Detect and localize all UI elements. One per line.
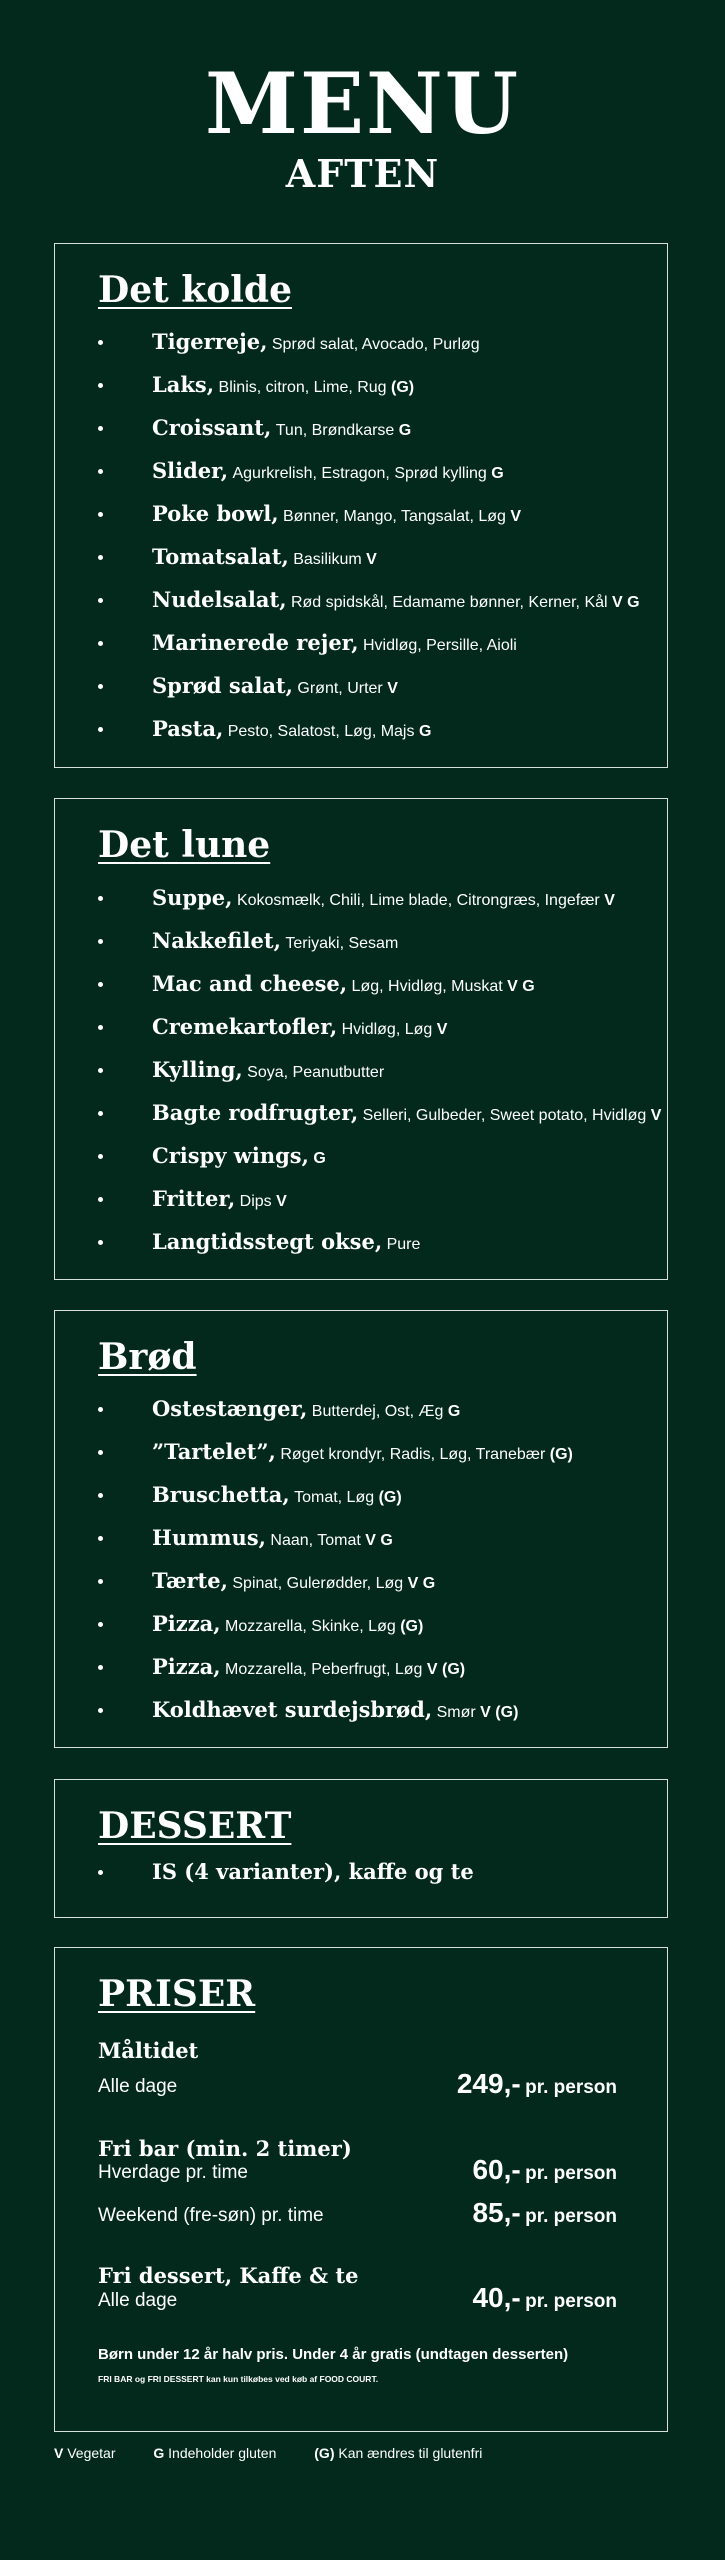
bullet-icon bbox=[98, 1536, 103, 1541]
menu-item-name: Croissant, bbox=[152, 415, 272, 440]
menu-item-description: Smør bbox=[436, 1704, 476, 1721]
menu-item-text bbox=[152, 673, 398, 698]
menu-item bbox=[55, 1430, 667, 1473]
menu-item-description: Kokosmælk, Chili, Lime blade, Citrongræs, Ingefær bbox=[236, 892, 600, 909]
dietary-tag: G bbox=[418, 723, 432, 740]
menu-item bbox=[55, 1048, 667, 1091]
price-unit: pr. person bbox=[525, 2077, 617, 2098]
item-list bbox=[55, 876, 667, 1263]
legend-item bbox=[54, 2445, 116, 2461]
menu-item-text bbox=[152, 1057, 384, 1082]
price-label: Alle dage bbox=[98, 2076, 178, 2097]
menu-item-description: Røget krondyr, Radis, Løg, Tranebær bbox=[280, 1446, 546, 1463]
menu-item-name: IS (4 varianter), kaffe og te bbox=[152, 1859, 474, 1884]
menu-item-name: Nakkefilet, bbox=[152, 928, 281, 953]
menu-item-description: Bønner, Mango, Tangsalat, Løg bbox=[282, 508, 506, 525]
menu-item bbox=[55, 664, 667, 707]
legend-key: V bbox=[54, 2445, 64, 2461]
menu-item bbox=[55, 1688, 667, 1731]
menu-item-name: Pizza, bbox=[152, 1654, 221, 1679]
dietary-tag: (G) bbox=[549, 1446, 573, 1463]
children-price-note: Børn under 12 år halv pris. Under 4 år gratis (undtagen desserten) bbox=[98, 2346, 569, 2363]
menu-item bbox=[55, 1645, 667, 1688]
bullet-icon bbox=[98, 1450, 103, 1455]
legend bbox=[54, 2445, 482, 2461]
menu-item-name: Hummus, bbox=[152, 1525, 266, 1550]
legend-text: Kan ændres til glutenfri bbox=[338, 2445, 483, 2461]
bullet-icon bbox=[98, 512, 103, 517]
legend-text: Vegetar bbox=[67, 2445, 116, 2461]
legend-item bbox=[314, 2445, 482, 2461]
menu-item-description: Selleri, Gulbeder, Sweet potato, Hvidløg bbox=[362, 1107, 647, 1124]
legend-key: (G) bbox=[314, 2445, 335, 2461]
menu-item bbox=[55, 1602, 667, 1645]
bullet-icon bbox=[98, 1493, 103, 1498]
price-value bbox=[472, 2197, 617, 2229]
menu-item-name: Pizza, bbox=[152, 1611, 221, 1636]
menu-item bbox=[55, 1387, 667, 1430]
price-group-title: Fri dessert, Kaffe & te bbox=[98, 2263, 359, 2288]
menu-item-description: Dips bbox=[239, 1193, 272, 1210]
menu-item-name: Bruschetta, bbox=[152, 1482, 290, 1507]
menu-item-text bbox=[152, 971, 535, 996]
section-det-lune bbox=[54, 798, 668, 1280]
bullet-icon bbox=[98, 1579, 103, 1584]
menu-item-name: Mac and cheese, bbox=[152, 971, 348, 996]
section-heading: Det kolde bbox=[98, 269, 292, 311]
price-row bbox=[98, 2070, 617, 2100]
menu-item-description: Rød spidskål, Edamame bønner, Kerner, Kål bbox=[290, 594, 608, 611]
dietary-tag: G bbox=[398, 422, 412, 439]
menu-item-text bbox=[152, 716, 431, 741]
menu-item-text bbox=[152, 1654, 465, 1679]
menu-item-text bbox=[152, 928, 398, 953]
menu-item bbox=[55, 406, 667, 449]
section-det-kolde bbox=[54, 243, 668, 768]
menu-item-name: Tigerreje, bbox=[152, 329, 268, 354]
bullet-icon bbox=[98, 1870, 103, 1875]
section-dessert bbox=[54, 1779, 668, 1918]
menu-item-text bbox=[152, 1568, 435, 1593]
dietary-tag: (G) bbox=[400, 1618, 424, 1635]
menu-item-text bbox=[152, 1396, 460, 1421]
section-heading: DESSERT bbox=[98, 1805, 292, 1847]
menu-item-text bbox=[152, 1697, 518, 1722]
menu-item-text bbox=[152, 1525, 393, 1550]
menu-item bbox=[55, 535, 667, 578]
dietary-tag: G bbox=[491, 465, 504, 482]
dietary-tag: V G bbox=[612, 594, 640, 611]
menu-item-text bbox=[152, 1014, 447, 1039]
dietary-tag: V (G) bbox=[480, 1704, 519, 1721]
dietary-tag: V bbox=[510, 508, 522, 525]
dietary-tag: V G bbox=[507, 978, 535, 995]
menu-item-description: Hvidløg, Persille, Aioli bbox=[363, 637, 517, 654]
item-list bbox=[55, 320, 667, 750]
menu-item bbox=[55, 919, 667, 962]
menu-item-name: Tomatsalat, bbox=[152, 544, 289, 569]
section-heading: Brød bbox=[98, 1336, 197, 1378]
menu-item-name: Sprød salat, bbox=[152, 673, 293, 698]
menu-item bbox=[55, 1559, 667, 1602]
price-unit: pr. person bbox=[525, 2206, 617, 2227]
menu-item bbox=[55, 1220, 667, 1263]
menu-item-name: Poke bowl, bbox=[152, 501, 279, 526]
price-label: Hverdage pr. time bbox=[98, 2162, 248, 2183]
menu-item bbox=[55, 1850, 667, 1893]
dietary-tag: G bbox=[447, 1403, 461, 1420]
menu-item-text bbox=[152, 544, 377, 569]
menu-item bbox=[55, 1473, 667, 1516]
bullet-icon bbox=[98, 1197, 103, 1202]
bullet-icon bbox=[98, 641, 103, 646]
menu-item-description: Basilikum bbox=[293, 551, 362, 568]
price-amount: 249,- bbox=[456, 2068, 521, 2099]
menu-item-description: Tomat, Løg bbox=[294, 1489, 375, 1506]
menu-title: MENU bbox=[204, 54, 521, 153]
menu-item-text bbox=[152, 1611, 423, 1636]
menu-item bbox=[55, 1177, 667, 1220]
menu-item-description: Pesto, Salatost, Løg, Majs bbox=[227, 723, 415, 740]
menu-item-description: Hvidløg, Løg bbox=[341, 1021, 433, 1038]
dietary-tag: (G) bbox=[378, 1489, 402, 1506]
menu-item bbox=[55, 1134, 667, 1177]
menu-item-name: Tærte, bbox=[152, 1568, 228, 1593]
section-brod bbox=[54, 1310, 668, 1748]
legend-item bbox=[153, 2445, 276, 2461]
menu-item-text bbox=[152, 630, 517, 655]
menu-item-name: Laks, bbox=[152, 372, 215, 397]
menu-item bbox=[55, 320, 667, 363]
menu-item-description: Agurkrelish, Estragon, Sprød kylling bbox=[232, 465, 487, 482]
bullet-icon bbox=[98, 426, 103, 431]
dietary-tag: V bbox=[276, 1193, 287, 1210]
dietary-tag: (G) bbox=[391, 379, 415, 396]
menu-item-name: ”Tartelet”, bbox=[152, 1439, 276, 1464]
menu-item-text bbox=[152, 415, 411, 440]
menu-item-name: Koldhævet surdejsbrød, bbox=[152, 1697, 433, 1722]
price-amount: 60,- bbox=[472, 2154, 521, 2185]
dietary-tag: V bbox=[436, 1021, 448, 1038]
bullet-icon bbox=[98, 896, 103, 901]
menu-item-text bbox=[152, 1439, 573, 1464]
dietary-tag: V bbox=[366, 551, 377, 568]
menu-item-description: Spinat, Gulerødder, Løg bbox=[232, 1575, 404, 1592]
menu-item bbox=[55, 1091, 667, 1134]
bullet-icon bbox=[98, 1154, 103, 1159]
menu-item-name: Crispy wings, bbox=[152, 1143, 309, 1168]
bullet-icon bbox=[98, 1665, 103, 1670]
bullet-icon bbox=[98, 598, 103, 603]
bullet-icon bbox=[98, 684, 103, 689]
menu-item-text bbox=[152, 1186, 287, 1211]
dietary-tag: V G bbox=[365, 1532, 393, 1549]
bullet-icon bbox=[98, 469, 103, 474]
menu-item bbox=[55, 876, 667, 919]
dietary-tag: V (G) bbox=[426, 1661, 466, 1678]
menu-item-name: Suppe, bbox=[152, 885, 233, 910]
menu-item-name: Fritter, bbox=[152, 1186, 236, 1211]
menu-item bbox=[55, 578, 667, 621]
price-row bbox=[98, 2156, 617, 2186]
bullet-icon bbox=[98, 727, 103, 732]
price-group-title: Måltidet bbox=[98, 2038, 199, 2063]
bullet-icon bbox=[98, 939, 103, 944]
bullet-icon bbox=[98, 1111, 103, 1116]
menu-item bbox=[55, 1005, 667, 1048]
menu-item-name: Langtidsstegt okse, bbox=[152, 1229, 383, 1254]
menu-item bbox=[55, 962, 667, 1005]
menu-item-name: Kylling, bbox=[152, 1057, 243, 1082]
menu-subtitle: AFTEN bbox=[285, 151, 440, 196]
menu-item-text bbox=[152, 1229, 420, 1254]
price-label: Weekend (fre-søn) pr. time bbox=[98, 2205, 324, 2226]
menu-item-name: Marinerede rejer, bbox=[152, 630, 359, 655]
item-list bbox=[55, 1387, 667, 1731]
bullet-icon bbox=[98, 1025, 103, 1030]
legend-key: G bbox=[153, 2445, 165, 2461]
menu-item-description: Løg, Hvidløg, Muskat bbox=[351, 978, 503, 995]
price-unit: pr. person bbox=[525, 2291, 617, 2312]
bullet-icon bbox=[98, 1622, 103, 1627]
menu-item-description: Sprød salat, Avocado, Purløg bbox=[271, 336, 480, 353]
menu-item bbox=[55, 707, 667, 750]
menu-item-description: Naan, Tomat bbox=[270, 1532, 361, 1549]
price-row bbox=[98, 2199, 617, 2229]
menu-item bbox=[55, 363, 667, 406]
price-value bbox=[472, 2154, 617, 2186]
menu-item-name: Ostestænger, bbox=[152, 1396, 308, 1421]
legend-text: Indeholder gluten bbox=[168, 2445, 277, 2461]
price-value bbox=[457, 2068, 617, 2100]
menu-item-description: Pure bbox=[386, 1236, 421, 1253]
price-unit: pr. person bbox=[525, 2163, 617, 2184]
menu-item-description: Soya, Peanutbutter bbox=[247, 1064, 385, 1081]
bullet-icon bbox=[98, 383, 103, 388]
section-heading: PRISER bbox=[98, 1973, 256, 2015]
fine-print: FRI BAR og FRI DESSERT kan kun tilkøbes ved køb af FOOD COURT. bbox=[98, 2374, 379, 2384]
bullet-icon bbox=[98, 1708, 103, 1713]
bullet-icon bbox=[98, 1240, 103, 1245]
bullet-icon bbox=[98, 1407, 103, 1412]
menu-item-name: Slider, bbox=[152, 458, 229, 483]
menu-item-description: Butterdej, Ost, Æg bbox=[311, 1403, 444, 1420]
bullet-icon bbox=[98, 555, 103, 560]
menu-item-text bbox=[152, 372, 414, 397]
price-row bbox=[98, 2284, 617, 2314]
dietary-tag: V G bbox=[407, 1575, 436, 1592]
dietary-tag: G bbox=[313, 1150, 326, 1167]
menu-item-description: Blinis, citron, Lime, Rug bbox=[218, 379, 387, 396]
bullet-icon bbox=[98, 982, 103, 987]
price-group-title: Fri bar (min. 2 timer) bbox=[98, 2136, 352, 2161]
menu-item-text bbox=[152, 587, 640, 612]
menu-item bbox=[55, 621, 667, 664]
dietary-tag: V bbox=[387, 680, 398, 697]
menu-item-text bbox=[152, 501, 521, 526]
menu-item-description: Mozzarella, Skinke, Løg bbox=[225, 1618, 396, 1635]
menu-item-description: Teriyaki, Sesam bbox=[285, 935, 399, 952]
menu-item-name: Nudelsalat, bbox=[152, 587, 287, 612]
menu-item-text bbox=[152, 329, 480, 354]
menu-item bbox=[55, 449, 667, 492]
price-value bbox=[472, 2282, 617, 2314]
menu-item-name: Bagte rodfrugter, bbox=[152, 1100, 359, 1125]
price-label: Alle dage bbox=[98, 2290, 178, 2311]
menu-item-name: Cremekartofler, bbox=[152, 1014, 338, 1039]
dietary-tag: V bbox=[604, 892, 615, 909]
menu-item-text bbox=[152, 1859, 474, 1884]
section-priser bbox=[54, 1947, 668, 2432]
menu-item-description: Grønt, Urter bbox=[297, 680, 383, 697]
bullet-icon bbox=[98, 340, 103, 345]
dietary-tag: V bbox=[650, 1107, 662, 1124]
menu-item-text bbox=[152, 458, 504, 483]
menu-item-text bbox=[152, 1482, 402, 1507]
price-amount: 40,- bbox=[472, 2282, 521, 2313]
item-list bbox=[55, 1850, 667, 1893]
menu-item-text bbox=[152, 885, 615, 910]
section-heading: Det lune bbox=[98, 824, 271, 866]
menu-item-text bbox=[152, 1100, 661, 1125]
bullet-icon bbox=[98, 1068, 103, 1073]
menu-item-text bbox=[152, 1143, 326, 1168]
menu-item bbox=[55, 1516, 667, 1559]
menu-item bbox=[55, 492, 667, 535]
menu-item-description: Tun, Brøndkarse bbox=[275, 422, 395, 439]
price-amount: 85,- bbox=[472, 2197, 521, 2228]
menu-item-name: Pasta, bbox=[152, 716, 224, 741]
menu-item-description: Mozzarella, Peberfrugt, Løg bbox=[225, 1661, 423, 1678]
